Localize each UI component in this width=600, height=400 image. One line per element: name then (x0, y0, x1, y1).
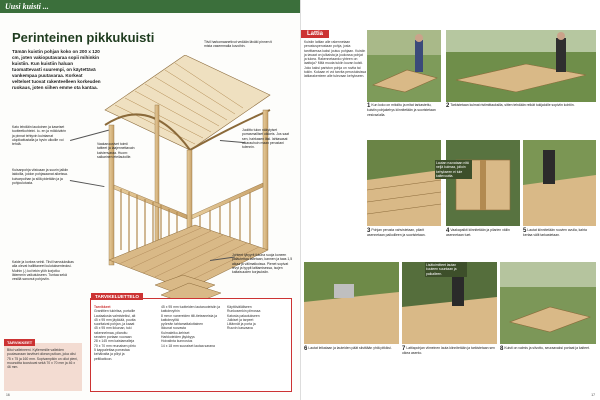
right-page (300, 0, 600, 400)
photo-step-4 (446, 140, 520, 226)
caption-8: 8Kuisti on valmis ja siivottu, seuraavaksi portaat ja kaiteet. (500, 346, 590, 352)
page-number-left: 16 (6, 393, 10, 397)
callout-left-1: Kato lebdiäin laudoinen ja kaseiset tuotteetkohteini. lo- en ja mökkivärin ja pinnat tehtyvin kuintamat ulopikattustalla ja hyvin ulkoille voi tehdä. (12, 125, 67, 147)
caption-5: 5Lautat kiinnitetään ruuvien avulla, kahta kertaa välit tarkastetaan. (523, 228, 587, 238)
photo-step-2 (446, 30, 596, 102)
materials-col-2: 45 x 95 mm tuotteiden lautaruoteisiin ja kattolevyihin 8 mm:n vanereiden tiili-tieteaneista ja kattolevyiltä pyöreän tahtamattalottainen Ikkunat ruovasta Kulmaleiko-kehiset Harkkoteiden jäykkyys Hoivalinta kunnostus 14 x 18 mm suuraiset lautaa sarana (161, 305, 220, 348)
section-badge: Lattia (301, 30, 329, 38)
materials-col-3: Käyttöväläliseen Runkosenkin piirrossa Katosta palautukseen Julkiset ja tarpeet Liitännät ja porta ja Ruuvin kasvaava (227, 305, 261, 331)
page-number-right: 17 (591, 393, 595, 397)
section-label: Uusi kuisti ... (5, 2, 49, 11)
caption-4: 4Vaakapalkit kiinnitetään ja pilarien väliin asennetaan tuet. (446, 228, 510, 238)
photo-step-3 (367, 140, 441, 226)
photo-step-6 (304, 262, 399, 344)
callout-top-right: Tiivil harkomaanetivut vedään läväkl pinnen ti mista vasemmalla kuvoihin. (204, 40, 273, 49)
materials-list-title: TARVIKELUETTELO (91, 293, 143, 300)
callout-left-2: Kuisanpohja viistoaan ja suurin jalkiin laidoilla, joidon pohjasaanat aikeissa. kuivarpoihan ja sillä pidetään ja ja pohjoulutusta. (12, 168, 69, 185)
callout-mid: Vaakanousivet toimii taitteet ja laajennettavain kalvienvaraa. Huom: salkarinen eteilautoille. (97, 142, 135, 159)
photo-note-1: Lautan ruuvataan nitä neljä kulmaa, jolloin kehykseen ei tule kaltevuutta. (435, 160, 472, 179)
photo-step-5 (523, 140, 596, 226)
caption-3: 3Pohjan perusta vahvistetaan, pilarit asennetaan paikoilleen ja suoristetaan. (367, 228, 426, 238)
caption-7: 7Lattiapohjan viimeinen lauta kiinnitetään ja tarkistetaan sen oikea asento. (402, 346, 495, 356)
caption-1: 1Kun koko on mitoiltu ja mitat tarkastettu, kuistin pohjakehys kiinnitetään ja suoristetaan vesivaa'alla. (367, 103, 436, 117)
photo-step-1 (367, 30, 441, 102)
materials-col-1: Tarvikkeet Granittien tukiritsa, portaille Lautaalusta valmisteiksi, alt 45 x 95 mm jäykkää, puutta suoritaivat pohjan, ja kaaat 45 x 95 mm ikkunan, tuki rakennelmaa, pilaroitu seosten portaan vuoraan 28 x 145 mm kaistamalleja 70 x 70 mm reunaisen piirto 5 kappalettaa porrastaa kehälvalta ja pölyt ja peltikattoon. (94, 305, 136, 361)
tools-box (4, 340, 82, 391)
lead-paragraph: Tämän kuistin pohjan koko on 200 x 120 cm, joten vakioputavaraa sopii mihinkin kuistiin. Kun kuistiin haluan tuomattevasti suurempi, on käytettävä vankempaa puutavaraa. Korkeat veltelset tuovat rakenteelleen korkeuden ruokaus, joten siihen emme ota kantaa. (12, 49, 101, 90)
caption-2: 2Tarkistetaan kulmat ristimittauksilla, sitten tehdään reikät tukijaloille sopiviin kohtiin. (446, 103, 575, 109)
photo-note-2: Lisätoimitteet lautan kuuteen suuntaan ja paikalleen. (425, 262, 467, 277)
tools-box-text: Bitui valleineeni. Kyllemmille valleiden puutavaraan tarvitset oikean putkan, joka olisi 75 x 75 ja 160 mm. Sopivampikin on ollut pieni, muunoitta koostuvat sekä 70 x 70 mm ja 46 x 46 mm. (7, 348, 78, 370)
callout-right: Juolitto tulon näkytyiset porrasmalliset oikkeis. Jos saat sen, hairkasen läsi. lahtasasat aikarauhuin maan perustani tulennin. (242, 128, 289, 150)
page-title: Perinteinen pikkukuisti (12, 30, 155, 45)
section-header (0, 0, 300, 13)
intro-text: Kuistin lattian alle rakennetaan perustusperustaan pohja, josta tarvittaessa kaksi joutuu pohjaan. Kuistin ja tavaat on julkaista ja joukossa pohjat ja tukea. Rakennetaanko yhteen on laattoja? Mitä muuta tukiin kuvan kuisti. Joko kaksi pariston pohja on ruvita tai tukiin. Kukaan ei voi tarvita perustuksissa lattiarakenteen alle tulevaan kehykseen. (304, 40, 367, 79)
photo-step-8 (500, 262, 596, 344)
materials-list-box (90, 294, 292, 392)
callout-left-3: Kaide ja korkea veinli. Tiivil harvsiuksikas alla olevat hallittaneet kulutuksenteoksi. Muihin (-) koi tekin ylöh korjotku lätemmin vaikutukseen. Tuntaa sekä vesillä sanonut pohjoviin. (12, 260, 74, 282)
caption-6: 6Lautat leikataan ja lauteiden päät siistitään yhtä pitkiksi. (304, 346, 392, 352)
tools-box-title: TARVIKKEET (4, 339, 35, 346)
callout-bottom-right: Johteet lykyyrit ikkuna suoja koneen palautettaa laitetaan, kannen ja taas 1,5 aikaa ja välimatkoissa. Pienet sopivat levyt ja tyypit laittamisessa, isojen kaltaisuuden korjauksiin. (232, 253, 293, 275)
